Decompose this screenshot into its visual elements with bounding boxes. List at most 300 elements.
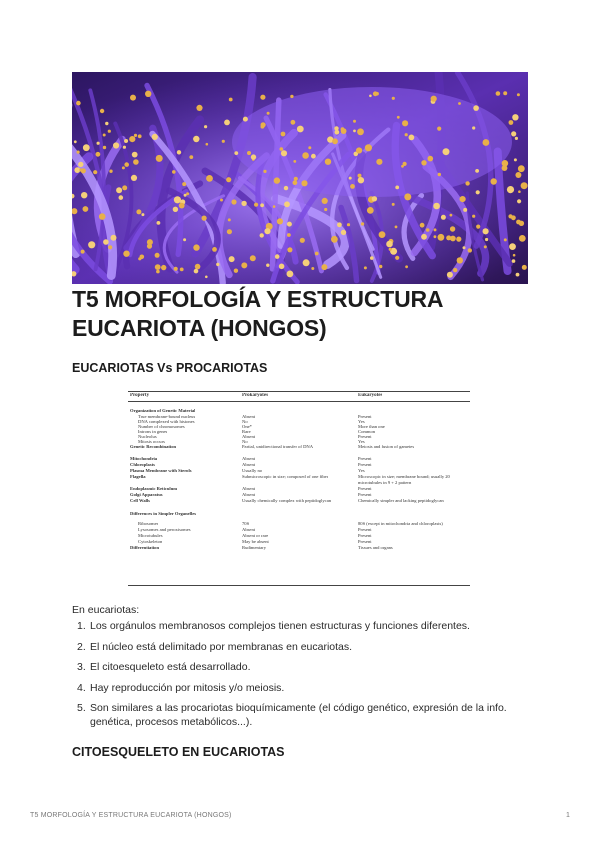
virus-particle-dot [325,159,331,165]
virus-particle-dot [458,102,461,105]
virus-particle-dot [379,265,382,268]
virus-particle-dot [301,180,307,186]
table-cell: Genetic Recombination [130,444,177,449]
virus-particle-dot [194,269,199,274]
virus-particle-dot [177,150,181,154]
virus-particle-dot [179,203,185,209]
virus-particle-dot [468,248,472,252]
virus-particle-dot [516,273,520,277]
table-cell: True membrane-bound nucleus [138,414,196,419]
table-cell: Chloroplasts [130,462,155,467]
virus-particle-dot [515,137,518,140]
table-cell: 70S [242,521,250,526]
virus-particle-dot [434,235,437,238]
virus-particle-dot [308,146,311,149]
virus-particle-dot [196,105,202,111]
virus-particle-dot [370,256,374,260]
virus-particle-dot [337,222,342,227]
virus-particle-dot [322,198,328,204]
virus-particle-dot [156,270,160,274]
virus-particle-dot [294,177,298,181]
virus-particle-dot [438,173,441,176]
virus-particle-dot [157,221,161,225]
virus-particle-dot [311,267,314,270]
virus-particle-dot [174,267,178,271]
virus-particle-dot [103,134,106,137]
virus-particle-dot [472,215,475,218]
virus-particle-dot [103,239,109,245]
virus-particle-dot [124,162,129,167]
virus-particle-dot [465,181,469,185]
virus-particle-dot [443,148,450,155]
virus-particle-dot [220,199,223,202]
virus-particle-dot [186,192,189,195]
virus-particle-dot [277,218,283,224]
virus-particle-dot [463,208,467,212]
virus-particle-dot [522,265,527,270]
virus-particle-dot [457,257,463,263]
virus-particle-dot [93,170,97,174]
virus-particle-dot [485,238,488,241]
virus-particle-dot [182,182,186,186]
table-cell: Present [358,456,372,461]
virus-particle-dot [302,152,309,159]
virus-particle-dot [504,238,507,241]
virus-particle-dot [228,218,231,221]
virus-particle-dot [138,134,142,138]
virus-particle-dot [376,159,382,165]
table-cell: Present [358,539,372,544]
virus-particle-dot [156,155,163,162]
table-cell: Present [358,414,372,419]
virus-particle-dot [222,140,225,143]
virus-particle-dot [311,154,316,159]
table-cell: Absent [242,414,256,419]
virus-particle-dot [341,127,345,131]
table-header-property: Property [130,393,150,398]
virus-particle-dot [263,170,266,173]
virus-particle-dot [212,247,217,252]
virus-particle-dot [241,201,246,206]
table-cell: Submicroscopic in size; composed of one fiber [242,474,329,479]
virus-particle-dot [450,226,455,231]
virus-particle-dot [428,156,434,162]
virus-particle-dot [350,184,355,189]
virus-particle-dot [290,95,293,98]
virus-particle-dot [172,170,176,174]
virus-particle-dot [287,222,292,227]
table-cell: More than one [358,424,385,429]
virus-particle-dot [145,91,151,97]
virus-particle-dot [141,213,144,216]
virus-particle-dot [184,194,187,197]
virus-particle-dot [386,241,393,248]
virus-particle-dot [281,132,286,137]
virus-particle-dot [216,263,219,266]
table-cell: Yes [358,439,365,444]
table-cell: Microscopic in size; membrane bound; usually 20 microtubules in 9 + 2 pattern [358,474,450,485]
virus-particle-dot [324,208,327,211]
virus-particle-dot [365,144,372,151]
table-cell: Meiosis and fusion of gametes [358,444,415,449]
virus-particle-dot [88,241,95,248]
table-cell: No [242,419,248,424]
virus-particle-dot [491,178,497,184]
virus-particle-dot [254,203,258,207]
list-item [72,641,512,655]
table-cell: Microtubules [138,533,163,538]
virus-particle-dot [447,272,453,278]
virus-particle-dot [105,122,108,125]
virus-particle-dot [409,135,415,141]
table-cell: Differentiation [130,545,160,550]
virus-particle-dot [460,196,466,202]
table-cell: Golgi Apparatus [130,492,163,497]
table-bottom-rule [128,585,470,586]
virus-particle-dot [331,236,338,243]
virus-particle-dot [202,216,207,221]
virus-particle-dot [373,91,378,96]
table-cell: Usually no [242,468,263,473]
virus-particle-dot [119,195,124,200]
table-cell: Usually chemically complex with peptidoglycan [242,498,332,503]
virus-particle-dot [476,225,480,229]
virus-particle-dot [473,105,479,111]
table-header-eukaryotes: Eukaryotes [358,393,383,398]
table-cell: Yes [358,468,365,473]
virus-particle-dot [76,101,81,106]
virus-particle-dot [402,120,408,126]
virus-particle-dot [389,248,392,251]
virus-particle-dot [293,180,298,185]
virus-particle-dot [267,112,270,115]
virus-particle-dot [472,126,475,129]
virus-particle-dot [361,222,364,225]
virus-particle-dot [241,262,247,268]
page-title: T5 MORFOLOGÍA Y ESTRUCTURA EUCARIOTA (HONGOS) [72,286,443,341]
virus-particle-dot [456,237,461,242]
virus-particle-dot [358,177,364,183]
virus-particle-dot [284,186,288,190]
list-item-number: 2. [77,640,86,653]
table-cell: Mitosis occurs [138,439,165,444]
table-cell: Chemically simpler and lacking peptidoglycan [358,498,444,503]
virus-particle-dot [516,220,521,225]
virus-particle-dot [421,160,426,165]
virus-particle-dot [441,215,446,220]
virus-particle-dot [81,192,87,198]
virus-particle-dot [426,228,430,232]
virus-particle-dot [514,158,517,161]
virus-particle-dot [518,165,525,172]
virus-particle-dot [509,120,514,125]
eukaryote-points-list [72,620,512,736]
table-cell: Absent or rare [242,533,269,538]
virus-particle-dot [300,238,305,243]
table-cell: Flagella [130,474,146,479]
virus-particle-dot [518,190,521,193]
table-cell: Absent [242,434,256,439]
virus-particle-dot [297,126,304,133]
virus-particle-dot [273,205,276,208]
table-cell: Absent [242,492,256,497]
table-cell: Absent [242,527,256,532]
list-item-text: Hay reproducción por mitosis y/o meiosis. [90,681,285,694]
table-cell: Partial, unidirectional transfer of DNA [242,444,314,449]
table-cell: Present [358,434,372,439]
virus-particle-dot [275,254,280,259]
table-cell: Mitochondria [130,456,158,461]
table-cell: Number of chromosomes [138,424,185,429]
virus-particle-dot [395,186,399,190]
virus-particle-dot [264,228,270,234]
table-header-rule [128,401,470,402]
virus-particle-dot [138,257,141,260]
virus-particle-dot [260,233,264,237]
virus-particle-dot [421,234,427,240]
virus-particle-dot [83,144,90,151]
virus-particle-dot [450,214,453,217]
virus-particle-dot [372,196,377,201]
virus-particle-dot [155,253,160,258]
virus-particle-dot [97,142,100,145]
virus-particle-dot [131,175,137,181]
virus-particle-dot [397,116,400,119]
footer-page-number: 1 [566,812,570,819]
virus-particle-dot [260,203,264,207]
virus-particle-dot [122,185,127,190]
table-cell: Absent [242,456,256,461]
virus-particle-dot [405,133,408,136]
virus-particle-dot [206,175,213,182]
virus-particle-dot [512,114,518,120]
virus-particle-dot [450,236,456,242]
virus-particle-dot [103,146,106,149]
virus-particle-dot [475,169,479,173]
table-cell: Common [358,429,376,434]
virus-particle-dot [483,139,490,146]
table-cell: Present [358,527,372,532]
table-cell: Rudimentary [242,545,266,550]
virus-particle-dot [395,256,399,260]
virus-particle-dot [332,138,338,144]
footer-document-title: T5 MORFOLOGÍA Y ESTRUCTURA EUCARIOTA (HONGOS) [30,812,232,819]
list-item-number: 4. [77,681,86,694]
virus-particle-dot [136,209,141,214]
virus-particle-dot [77,151,80,154]
virus-particle-dot [129,136,135,142]
virus-particle-dot [379,231,386,238]
virus-particle-dot [134,134,137,137]
virus-particle-dot [226,177,231,182]
virus-particle-dot [130,95,136,101]
table-cell: Plasma Membrane with Sterols [130,468,192,473]
virus-particle-dot [357,128,364,135]
table-cell: Present [358,533,372,538]
table-cell: One* [242,424,252,429]
virus-particle-dot [231,199,236,204]
virus-particle-dot [364,266,367,269]
virus-particle-dot [173,207,178,212]
virus-particle-dot [517,199,521,203]
table-cell: Tissues and organs [358,545,393,550]
table-cell: Rare [242,429,251,434]
table-cell: Differences in Simpler Organelles [130,511,197,516]
virus-particle-dot [161,265,166,270]
virus-particle-dot [403,162,407,166]
virus-particle-dot [78,162,83,167]
virus-particle-dot [280,147,284,151]
virus-particle-dot [392,203,395,206]
virus-particle-dot [234,151,238,155]
virus-particle-dot [124,139,128,143]
virus-particle-dot [420,223,425,228]
virus-particle-dot [433,203,440,210]
virus-particle-dot [123,146,126,149]
table-cell: Lysosomes and peroxisomes [138,527,191,532]
table-cell: Present [358,462,372,467]
table-cell: Ribosomes [138,521,159,526]
list-item-number: 5. [77,702,86,714]
virus-particle-dot [206,143,209,146]
list-item-text: El núcleo está delimitado por membranas en eucariotas. [90,640,353,653]
virus-particle-dot [513,254,516,257]
table-cell: Organization of Genetic Material [130,408,196,413]
virus-particle-dot [189,155,193,159]
list-item-text: Son similares a las procariotas bioquímicamente (el código genético, expresión de la info. genética, procesos metabólicos...). [90,702,507,728]
list-item [72,661,512,675]
table-cell: Yes [358,419,365,424]
table-cell: No [242,439,248,444]
virus-particle-dot [356,147,362,153]
virus-particle-dot [509,243,516,250]
list-item-number: 1. [77,620,86,632]
list-item [72,620,512,634]
virus-particle-dot [353,120,356,123]
virus-particle-dot [303,259,310,266]
table-header-prokaryotes: Prokaryotes [242,393,269,398]
virus-particle-dot [100,109,104,113]
virus-particle-dot [438,234,445,241]
table-cell: Cell Walls [130,498,150,503]
virus-particle-dot [512,259,516,263]
virus-particle-dot [251,154,256,159]
virus-particle-dot [476,190,480,194]
table-cell: Present [358,486,372,491]
virus-particle-dot [279,264,285,270]
virus-particle-dot [503,91,507,95]
virus-particle-dot [111,235,117,241]
virus-particle-dot [367,207,374,214]
virus-particle-dot [123,251,129,257]
table-cell: Endoplasmic Reticulum [130,486,178,491]
intro-text: En eucariotas: [72,604,140,616]
virus-particle-dot [341,230,346,235]
virus-particle-dot [287,233,291,237]
virus-particle-dot [463,246,466,249]
table-cell: May be absent [242,539,269,544]
virus-particle-dot [96,152,101,157]
virus-particle-dot [293,160,296,163]
table-cell: DNA complexed with histones [138,419,195,424]
virus-particle-dot [502,165,508,171]
virus-particle-dot [227,229,232,234]
table-top-rule [128,391,470,392]
virus-particle-dot [395,226,398,229]
virus-particle-dot [83,206,89,212]
comparison-table-figure [128,388,470,588]
virus-particle-dot [349,177,352,180]
virus-particle-dot [281,150,287,156]
virus-particle-dot [204,125,207,128]
virus-particle-dot [511,215,516,220]
list-item-number: 3. [77,661,86,673]
virus-particle-dot [193,136,199,142]
virus-particle-dot [243,117,248,122]
virus-particle-dot [261,125,265,129]
virus-particle-dot [287,247,292,252]
virus-particle-dot [437,127,441,131]
table-cell: Introns in genes [138,429,168,434]
virus-particle-dot [274,177,280,183]
virus-particle-dot [517,93,520,96]
virus-particle-dot [99,213,106,220]
micrograph-illustration [72,72,528,284]
virus-particle-dot [496,91,501,96]
table-cell: Absent [242,486,256,491]
virus-particle-dot [229,256,235,262]
virus-particle-dot [321,264,327,270]
virus-particle-dot [483,228,489,234]
virus-particle-dot [405,265,408,268]
virus-particle-dot [431,96,437,102]
virus-particle-dot [81,250,85,254]
virus-particle-dot [108,130,111,133]
section-heading-citoesqueleto: CITOESQUELETO EN EUCARIOTAS [72,745,285,759]
virus-particle-dot [334,126,338,130]
virus-particle-dot [224,120,230,126]
virus-particle-dot [260,95,265,100]
virus-particle-dot [434,228,437,231]
virus-particle-dot [113,142,119,148]
virus-particle-dot [507,186,514,193]
virus-particle-dot [109,170,112,173]
virus-particle-dot [353,130,356,133]
virus-particle-dot [284,201,290,207]
table-cell: Present [358,492,372,497]
virus-particle-dot [174,196,181,203]
virus-particle-dot [521,182,528,189]
virus-particle-dot [122,166,125,169]
virus-particle-dot [180,268,184,272]
virus-particle-dot [392,97,395,100]
virus-particle-dot [116,187,122,193]
virus-particle-dot [247,151,251,155]
virus-particle-dot [315,252,319,256]
section-heading-eucariotas-vs-procariotas: EUCARIOTAS Vs PROCARIOTAS [72,361,268,375]
virus-particle-dot [147,239,153,245]
virus-particle-dot [183,238,186,241]
virus-particle-dot [287,271,294,278]
virus-particle-dot [519,235,526,242]
table-cell: Absent [242,462,256,467]
virus-particle-dot [155,264,161,270]
virus-particle-dot [132,152,138,158]
virus-particle-dot [195,264,201,270]
virus-particle-dot [229,98,233,102]
list-item-text: Los orgánulos membranosos complejos tienen estructuras y funciones diferentes. [90,620,470,632]
table-cell: 80S (except in mitochondria and chloroplasts) [358,521,443,526]
